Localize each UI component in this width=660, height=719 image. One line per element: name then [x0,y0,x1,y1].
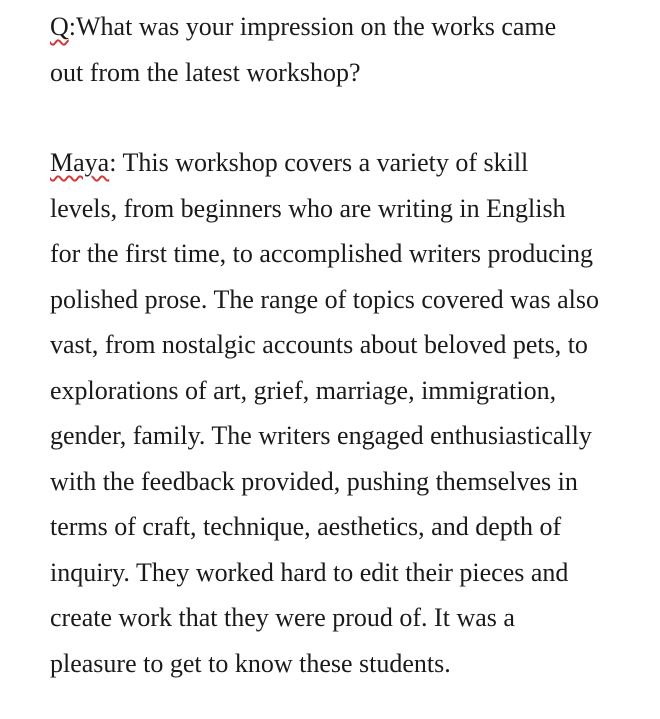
question-paragraph [50,4,650,95]
answer-speaker-label: Maya [50,148,110,177]
answer-separator: : [109,148,117,177]
answer-line: for the first time, to accomplished writers producing [50,239,593,268]
question-text: What was your impression on the works came [76,12,557,41]
answer-line: pleasure to get to know these students. [50,648,451,678]
answer-line: levels, from beginners who are writing in English [50,193,566,223]
answer-line: gender, family. The writers engaged enthusiastically [50,421,592,450]
answer-line: inquiry. They worked hard to edit their pieces and [50,557,569,587]
answer-line: vast, from nostalgic accounts about beloved pets, to [50,330,588,359]
document-body [50,4,650,686]
answer-line: with the feedback provided, pushing themselves in [50,466,578,496]
question-separator: : [68,12,77,41]
answer-text: This workshop covers a variety of skill [116,148,529,177]
answer-line: terms of craft, technique, aesthetics, and depth of [50,512,562,541]
question-speaker-label: Q [50,12,69,41]
question-line [50,4,650,50]
question-line: out from the latest workshop? [50,57,361,87]
answer-line: polished prose. The range of topics covered was also [50,284,599,314]
answer-line: create work that they were proud of. It was a [50,603,515,632]
answer-paragraph [50,140,650,686]
answer-line [50,140,650,186]
answer-line: explorations of art, grief, marriage, immigration, [50,375,557,405]
